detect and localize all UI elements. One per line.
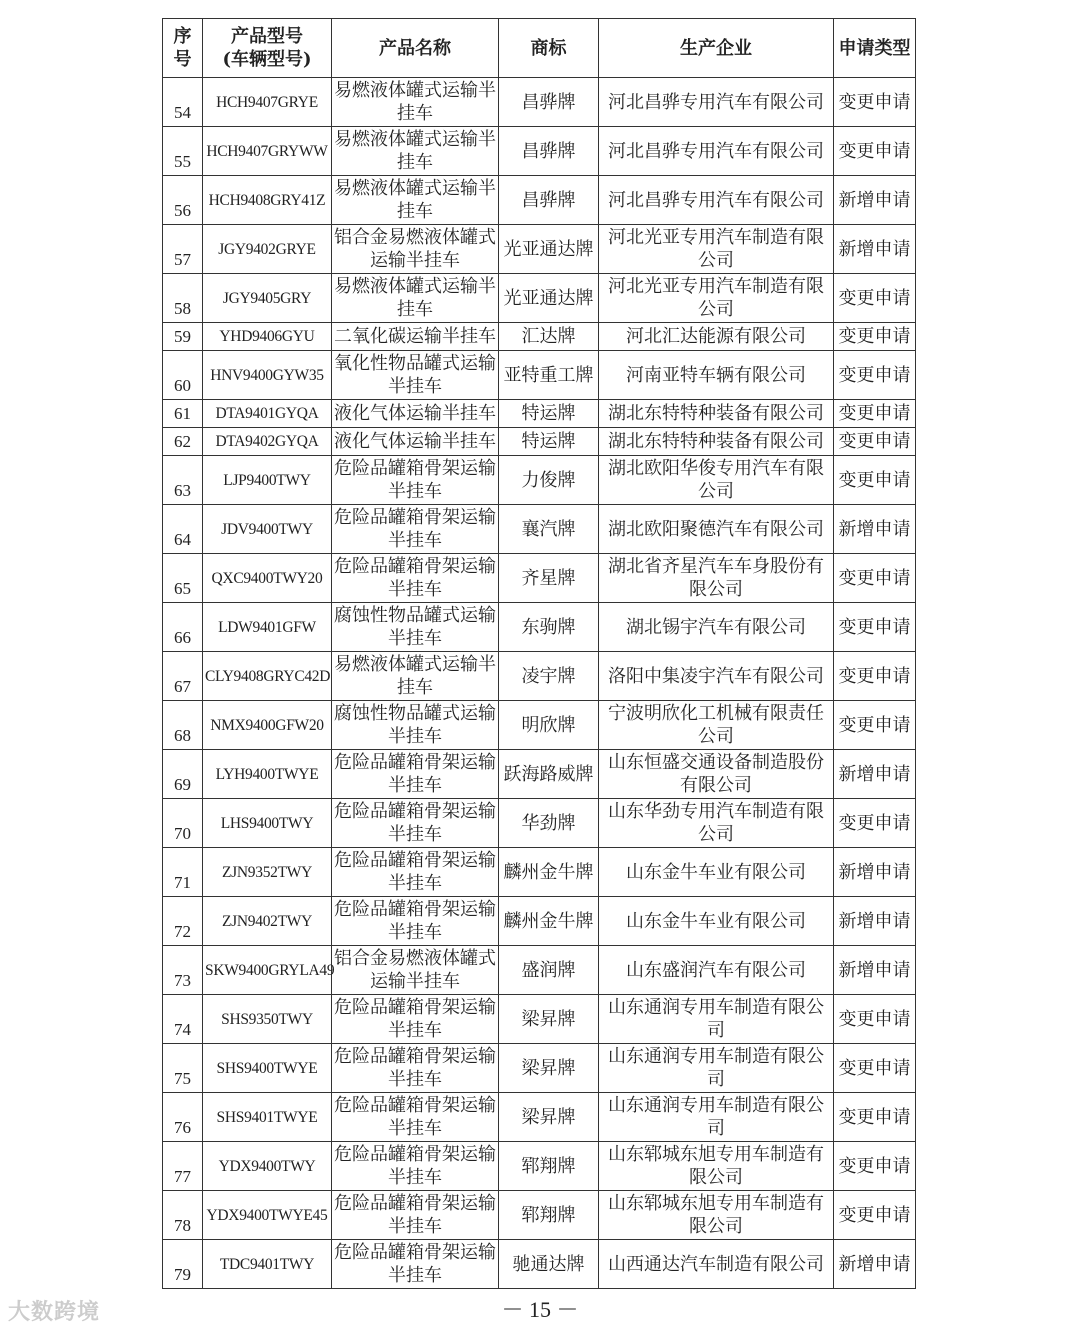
cell-company: 洛阳中集凌宇汽车有限公司 [599,652,834,701]
cell-name: 易燃液体罐式运输半挂车 [332,78,499,127]
cell-seq: 59 [163,323,203,351]
cell-model: JGY9405GRY [203,274,332,323]
cell-model: HCH9407GRYWW [203,127,332,176]
table-row [163,799,916,848]
cell-type: 新增申请 [834,505,916,554]
header-seq: 序号 [163,19,203,78]
cell-name: 铝合金易燃液体罐式运输半挂车 [332,225,499,274]
cell-model: LDW9401GFW [203,603,332,652]
cell-model: DTA9402GYQA [203,428,332,456]
cell-brand: 梁昇牌 [499,1044,599,1093]
cell-company: 山东郓城东旭专用车制造有限公司 [599,1142,834,1191]
cell-company: 山东盛润汽车有限公司 [599,946,834,995]
cell-company: 宁波明欣化工机械有限责任公司 [599,701,834,750]
table-header-row [163,19,916,78]
cell-seq: 57 [163,225,203,274]
cell-type: 变更申请 [834,428,916,456]
cell-type: 变更申请 [834,603,916,652]
cell-brand: 麟州金牛牌 [499,848,599,897]
cell-type: 变更申请 [834,1093,916,1142]
cell-seq: 73 [163,946,203,995]
table-row [163,274,916,323]
cell-company: 湖北东特特种装备有限公司 [599,400,834,428]
cell-company: 河北昌骅专用汽车有限公司 [599,176,834,225]
cell-model: CLY9408GRYC42D [203,652,332,701]
cell-seq: 55 [163,127,203,176]
cell-seq: 75 [163,1044,203,1093]
cell-model: LHS9400TWY [203,799,332,848]
table-row [163,897,916,946]
cell-type: 变更申请 [834,127,916,176]
table-row [163,946,916,995]
cell-brand: 齐星牌 [499,554,599,603]
cell-brand: 昌骅牌 [499,78,599,127]
table-body [163,78,916,1289]
cell-seq: 70 [163,799,203,848]
header-brand: 商标 [499,19,599,78]
cell-type: 新增申请 [834,750,916,799]
table-row [163,603,916,652]
cell-type: 新增申请 [834,1240,916,1289]
cell-model: ZJN9402TWY [203,897,332,946]
cell-brand: 东驹牌 [499,603,599,652]
cell-brand: 昌骅牌 [499,176,599,225]
header-type: 申请类型 [834,19,916,78]
cell-name: 危险品罐箱骨架运输半挂车 [332,1240,499,1289]
cell-model: LJP9400TWY [203,456,332,505]
cell-brand: 特运牌 [499,400,599,428]
cell-company: 河北光亚专用汽车制造有限公司 [599,225,834,274]
cell-name: 液化气体运输半挂车 [332,428,499,456]
cell-brand: 华劲牌 [499,799,599,848]
cell-company: 山东通润专用车制造有限公司 [599,1044,834,1093]
cell-name: 危险品罐箱骨架运输半挂车 [332,1191,499,1240]
table-row [163,848,916,897]
cell-company: 山东通润专用车制造有限公司 [599,1093,834,1142]
cell-seq: 61 [163,400,203,428]
cell-model: YDX9400TWYE45 [203,1191,332,1240]
cell-brand: 跃海路威牌 [499,750,599,799]
cell-type: 变更申请 [834,799,916,848]
cell-seq: 76 [163,1093,203,1142]
cell-model: TDC9401TWY [203,1240,332,1289]
cell-brand: 郓翔牌 [499,1191,599,1240]
cell-type: 变更申请 [834,652,916,701]
cell-company: 山东通润专用车制造有限公司 [599,995,834,1044]
cell-seq: 79 [163,1240,203,1289]
cell-company: 山东金牛车业有限公司 [599,897,834,946]
table-row [163,554,916,603]
cell-model: SHS9401TWYE [203,1093,332,1142]
cell-type: 新增申请 [834,946,916,995]
cell-seq: 67 [163,652,203,701]
table-row [163,505,916,554]
cell-model: HNV9400GYW35 [203,351,332,400]
cell-seq: 58 [163,274,203,323]
cell-company: 山东金牛车业有限公司 [599,848,834,897]
cell-company: 河北汇达能源有限公司 [599,323,834,351]
cell-model: DTA9401GYQA [203,400,332,428]
cell-name: 腐蚀性物品罐式运输半挂车 [332,603,499,652]
cell-seq: 64 [163,505,203,554]
cell-seq: 77 [163,1142,203,1191]
cell-type: 变更申请 [834,701,916,750]
cell-company: 山东郓城东旭专用车制造有限公司 [599,1191,834,1240]
cell-brand: 麟州金牛牌 [499,897,599,946]
header-model-line1: 产品型号 [231,26,303,47]
cell-model: SHS9400TWYE [203,1044,332,1093]
cell-brand: 梁昇牌 [499,1093,599,1142]
cell-type: 变更申请 [834,323,916,351]
cell-name: 二氧化碳运输半挂车 [332,323,499,351]
table-row [163,323,916,351]
cell-seq: 60 [163,351,203,400]
table-row [163,351,916,400]
cell-type: 变更申请 [834,400,916,428]
cell-name: 危险品罐箱骨架运输半挂车 [332,848,499,897]
cell-name: 易燃液体罐式运输半挂车 [332,127,499,176]
cell-model: LYH9400TWYE [203,750,332,799]
cell-seq: 63 [163,456,203,505]
cell-company: 河北昌骅专用汽车有限公司 [599,127,834,176]
cell-brand: 盛润牌 [499,946,599,995]
cell-brand: 郓翔牌 [499,1142,599,1191]
cell-name: 腐蚀性物品罐式运输半挂车 [332,701,499,750]
cell-brand: 梁昇牌 [499,995,599,1044]
cell-model: JGY9402GRYE [203,225,332,274]
table-row [163,652,916,701]
table-row [163,127,916,176]
cell-name: 危险品罐箱骨架运输半挂车 [332,799,499,848]
cell-name: 危险品罐箱骨架运输半挂车 [332,750,499,799]
cell-type: 新增申请 [834,897,916,946]
cell-model: HCH9408GRY41Z [203,176,332,225]
header-name: 产品名称 [332,19,499,78]
cell-type: 变更申请 [834,995,916,1044]
cell-brand: 特运牌 [499,428,599,456]
cell-model: JDV9400TWY [203,505,332,554]
cell-company: 湖北欧阳聚德汽车有限公司 [599,505,834,554]
cell-seq: 71 [163,848,203,897]
cell-type: 新增申请 [834,848,916,897]
cell-name: 易燃液体罐式运输半挂车 [332,176,499,225]
cell-name: 液化气体运输半挂车 [332,400,499,428]
cell-brand: 凌宇牌 [499,652,599,701]
cell-company: 山东恒盛交通设备制造股份有限公司 [599,750,834,799]
table-row [163,400,916,428]
cell-company: 湖北锡宇汽车有限公司 [599,603,834,652]
cell-name: 易燃液体罐式运输半挂车 [332,652,499,701]
cell-model: QXC9400TWY20 [203,554,332,603]
cell-type: 变更申请 [834,456,916,505]
table-row [163,225,916,274]
cell-type: 变更申请 [834,554,916,603]
vehicle-product-table [162,18,916,1289]
cell-seq: 74 [163,995,203,1044]
table-row [163,701,916,750]
cell-model: NMX9400GFW20 [203,701,332,750]
cell-name: 危险品罐箱骨架运输半挂车 [332,897,499,946]
cell-company: 山东华劲专用汽车制造有限公司 [599,799,834,848]
table-row [163,1044,916,1093]
table-row [163,176,916,225]
cell-model: SKW9400GRYLA49 [203,946,332,995]
cell-model: ZJN9352TWY [203,848,332,897]
cell-company: 湖北东特特种装备有限公司 [599,428,834,456]
cell-type: 变更申请 [834,274,916,323]
cell-model: SHS9350TWY [203,995,332,1044]
cell-seq: 68 [163,701,203,750]
cell-name: 易燃液体罐式运输半挂车 [332,274,499,323]
cell-seq: 72 [163,897,203,946]
cell-type: 变更申请 [834,1191,916,1240]
cell-name: 危险品罐箱骨架运输半挂车 [332,1142,499,1191]
table-row [163,750,916,799]
cell-type: 变更申请 [834,351,916,400]
cell-model: HCH9407GRYE [203,78,332,127]
cell-brand: 昌骅牌 [499,127,599,176]
cell-brand: 襄汽牌 [499,505,599,554]
cell-seq: 65 [163,554,203,603]
table-row [163,995,916,1044]
cell-brand: 亚特重工牌 [499,351,599,400]
cell-name: 氧化性物品罐式运输半挂车 [332,351,499,400]
cell-seq: 54 [163,78,203,127]
cell-seq: 56 [163,176,203,225]
table-row [163,1093,916,1142]
header-model-line2: (车辆型号) [222,49,312,70]
cell-brand: 明欣牌 [499,701,599,750]
cell-type: 变更申请 [834,78,916,127]
cell-brand: 光亚通达牌 [499,225,599,274]
cell-type: 新增申请 [834,225,916,274]
cell-name: 危险品罐箱骨架运输半挂车 [332,456,499,505]
cell-name: 危险品罐箱骨架运输半挂车 [332,1044,499,1093]
cell-company: 河北光亚专用汽车制造有限公司 [599,274,834,323]
cell-name: 危险品罐箱骨架运输半挂车 [332,1093,499,1142]
cell-brand: 驰通达牌 [499,1240,599,1289]
cell-name: 铝合金易燃液体罐式运输半挂车 [332,946,499,995]
cell-company: 湖北欧阳华俊专用汽车有限公司 [599,456,834,505]
cell-name: 危险品罐箱骨架运输半挂车 [332,995,499,1044]
table-row [163,1191,916,1240]
cell-model: YHD9406GYU [203,323,332,351]
cell-seq: 66 [163,603,203,652]
table-row [163,78,916,127]
cell-name: 危险品罐箱骨架运输半挂车 [332,554,499,603]
cell-brand: 汇达牌 [499,323,599,351]
cell-type: 变更申请 [834,1044,916,1093]
cell-model: YDX9400TWY [203,1142,332,1191]
cell-company: 河北昌骅专用汽车有限公司 [599,78,834,127]
cell-name: 危险品罐箱骨架运输半挂车 [332,505,499,554]
cell-seq: 69 [163,750,203,799]
cell-company: 湖北省齐星汽车车身股份有限公司 [599,554,834,603]
cell-brand: 光亚通达牌 [499,274,599,323]
table-row [163,428,916,456]
table-row [163,1240,916,1289]
cell-type: 变更申请 [834,1142,916,1191]
header-model [203,19,332,78]
cell-seq: 78 [163,1191,203,1240]
cell-company: 山西通达汽车制造有限公司 [599,1240,834,1289]
cell-company: 河南亚特车辆有限公司 [599,351,834,400]
cell-brand: 力俊牌 [499,456,599,505]
table-row [163,456,916,505]
cell-seq: 62 [163,428,203,456]
table-row [163,1142,916,1191]
header-company: 生产企业 [599,19,834,78]
page-number: － 15 － [501,1297,579,1322]
watermark-logo: 大数跨境 [8,1300,101,1325]
cell-type: 新增申请 [834,176,916,225]
